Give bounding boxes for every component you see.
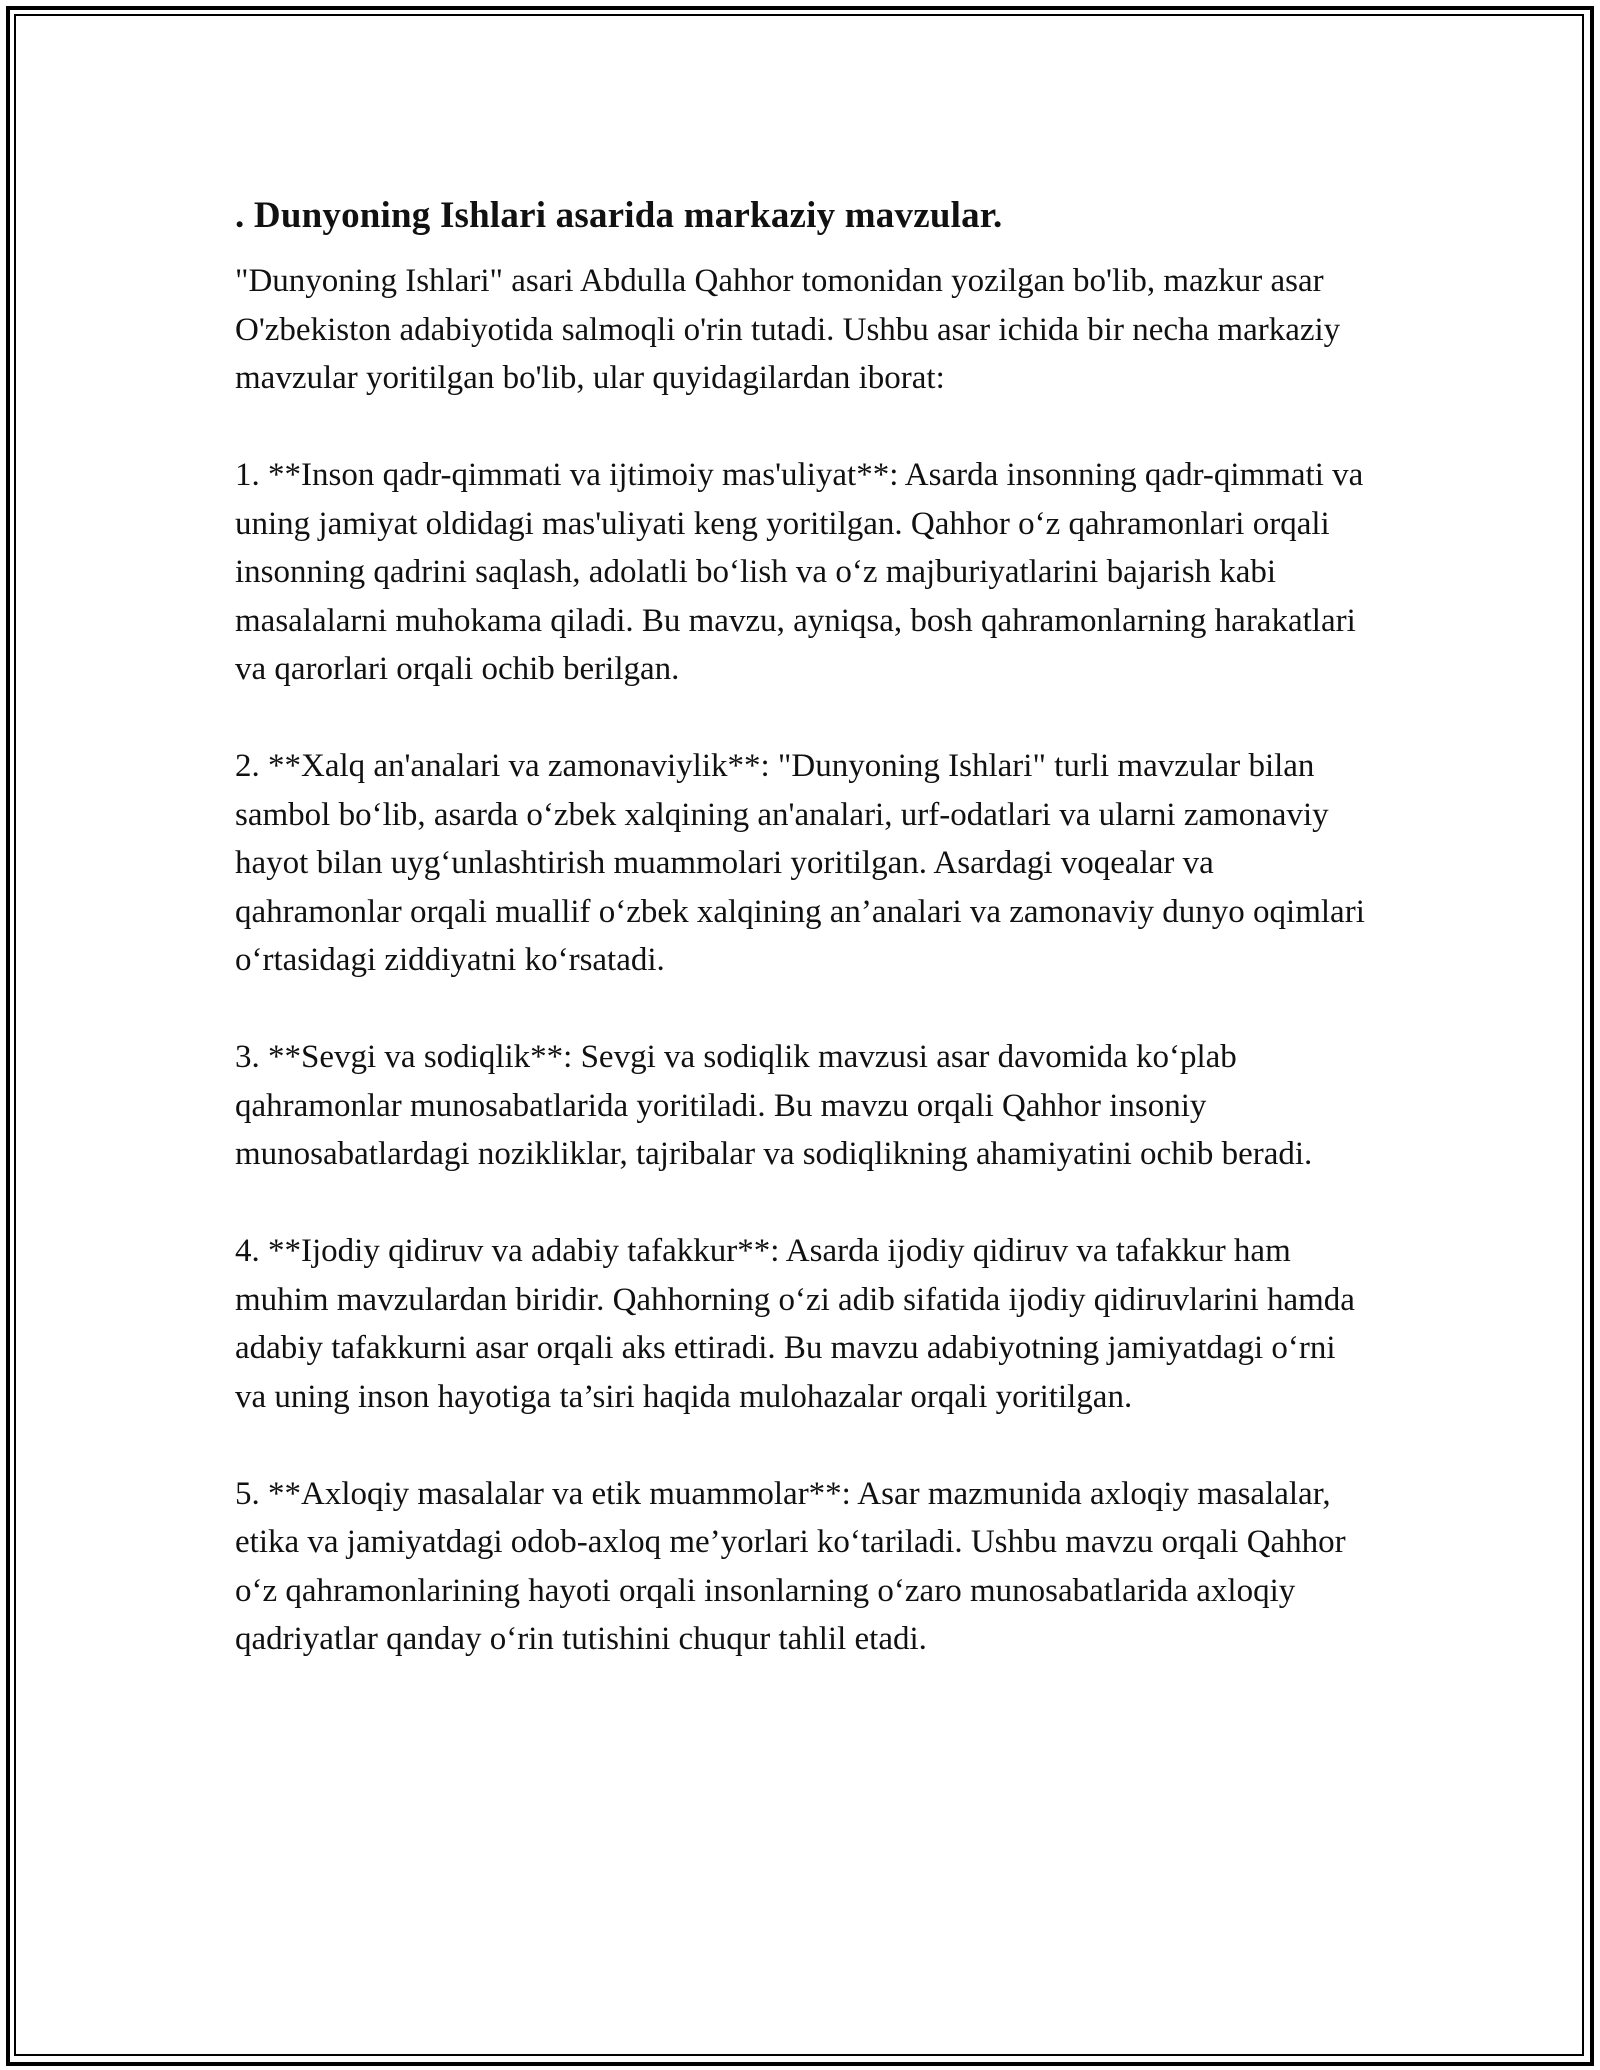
- theme-4-paragraph: 4. **Ijodiy qidiruv va adabiy tafakkur**: Asarda ijodiy qidiruv va tafakkur ham muhim mavzulardan biridir. Qahhorning o‘zi adib sifatida ijodiy qidiruvlarini hamda adabiy tafakkurni asar orqali aks ettiradi. Bu mavzu adabiyotning jamiyatdagi o‘rni va uning inson hayotiga ta’siri haqida mulohazalar orqali yoritilgan.: [235, 1233, 1355, 1415]
- theme-2-paragraph: 2. **Xalq an'analari va zamonaviylik**: "Dunyoning Ishlari" turli mavzular bilan sambol bo‘lib, asarda o‘zbek xalqining an'analari, urf-odatlari va ularni zamonaviy hayot bilan uyg‘unlashtirish muammolari yoritilgan. Asardagi voqealar va qahramonlar orqali muallif o‘zbek xalqining an’analari va zamonaviy dunyo oqimlari o‘rtasidagi ziddiyatni ko‘rsatadi.: [235, 748, 1365, 978]
- theme-5-paragraph: 5. **Axloqiy masalalar va etik muammolar**: Asar mazmunida axloqiy masalalar, etika va jamiyatdagi odob-axloq me’yorlari ko‘tariladi. Ushbu mavzu orqali Qahhor o‘z qahramonlarining hayoti orqali insonlarning o‘zaro munosabatlarida axloqiy qadriyatlar qanday o‘rin tutishini chuqur tahlil etadi.: [235, 1475, 1346, 1657]
- document-title: . Dunyoning Ishlari asarida markaziy mavzular.: [235, 195, 1003, 236]
- theme-1-paragraph: 1. **Inson qadr-qimmati va ijtimoiy mas'uliyat**: Asarda insonning qadr-qimmati va uning jamiyat oldidagi mas'uliyati keng yoritilgan. Qahhor o‘z qahramonlari orqali insonning qadrini saqlash, adolatli bo‘lish va o‘z majburiyatlarini bajarish kabi masalalarni muhokama qiladi. Bu mavzu, ayniqsa, bosh qahramonlarning harakatlari va qarorlari orqali ochib berilgan.: [235, 457, 1364, 687]
- intro-paragraph: "Dunyoning Ishlari" asari Abdulla Qahhor tomonidan yozilgan bo'lib, mazkur asar O'zbekiston adabiyotida salmoqli o'rin tutadi. Ushbu asar ichida bir necha markaziy mavzular yoritilgan bo'lib, ular quyidagilardan iborat:: [235, 263, 1341, 396]
- theme-3-paragraph: 3. **Sevgi va sodiqlik**: Sevgi va sodiqlik mavzusi asar davomida ko‘plab qahramonlar munosabatlarida yoritiladi. Bu mavzu orqali Qahhor insoniy munosabatlardagi nozikliklar, tajribalar va sodiqlikning ahamiyatini ochib beradi.: [235, 1039, 1313, 1172]
- document-body: [235, 185, 1365, 1712]
